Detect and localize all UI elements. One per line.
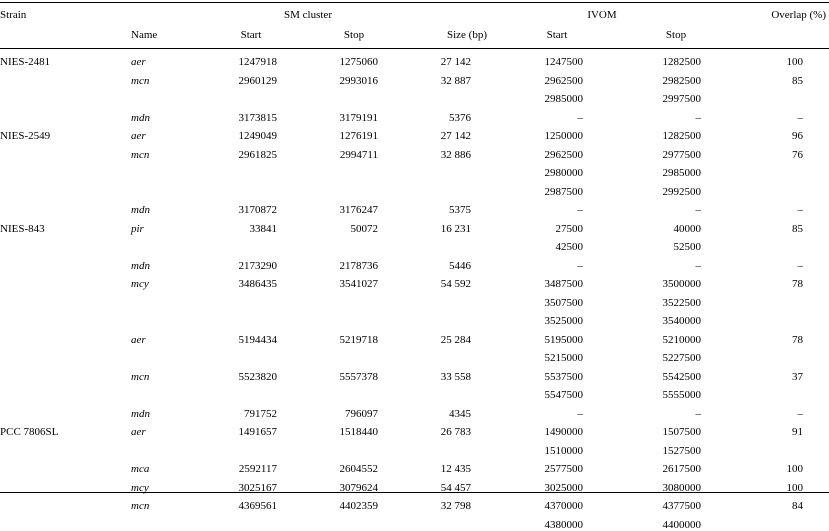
cell-start: 1491657	[238, 426, 277, 438]
cell-ivom-start: 2577500	[544, 463, 583, 475]
cell-overlap: 37	[792, 370, 803, 383]
cell-start: 5523820	[238, 370, 277, 383]
cell-stop: 3176247	[339, 204, 378, 216]
cell-strain: NIES-2549	[0, 130, 51, 142]
cell-stop: 2178736	[339, 259, 378, 272]
cell-ivom-stop: 2992500	[662, 185, 701, 198]
cell-ivom-start: 4380000	[544, 518, 583, 531]
header-start: Start	[240, 29, 262, 41]
header-ivom-start: Start	[546, 29, 568, 41]
header-sm-cluster: SM cluster	[284, 9, 332, 21]
header-ivom: IVOM	[587, 9, 617, 21]
cell-ivom-stop: 2977500	[662, 148, 701, 161]
cell-overlap: 91	[792, 426, 803, 438]
cell-ivom-stop: 40000	[673, 222, 701, 235]
cell-ivom-start: –	[577, 111, 583, 124]
cell-ivom-start: 4370000	[544, 500, 583, 512]
cell-ivom-start: 1250000	[544, 130, 583, 142]
cell-start: 5194434	[238, 333, 277, 346]
cell-size: 25 284	[440, 333, 471, 346]
cell-ivom-start: –	[577, 259, 583, 272]
cell-name: mcy	[131, 481, 149, 494]
cell-ivom-start: 27500	[555, 222, 583, 235]
cell-start: 2592117	[238, 463, 277, 475]
cell-overlap: –	[797, 259, 803, 272]
cell-stop: 1518440	[339, 426, 378, 438]
cell-ivom-start: –	[577, 204, 583, 216]
cell-overlap: –	[797, 407, 803, 420]
cell-overlap: 78	[792, 278, 803, 290]
cell-strain: PCC 7806SL	[0, 426, 59, 438]
cell-ivom-stop: 3500000	[662, 278, 701, 290]
cell-start: 3486435	[238, 278, 277, 290]
cell-ivom-start: –	[577, 407, 583, 420]
cell-ivom-start: 2962500	[544, 148, 583, 161]
cell-size: 26 783	[440, 426, 471, 438]
cell-ivom-start: 1247500	[544, 56, 583, 68]
header-stop: Stop	[343, 29, 365, 41]
cell-ivom-start: 5537500	[544, 370, 583, 383]
cell-ivom-stop: 4377500	[662, 500, 701, 512]
cell-name: mcn	[131, 74, 150, 87]
cell-ivom-stop: 1527500	[662, 444, 701, 457]
cell-ivom-stop: 3540000	[662, 315, 701, 327]
cell-ivom-stop: 2985000	[662, 167, 701, 179]
cell-ivom-start: 2985000	[544, 93, 583, 105]
cell-start: 2173290	[238, 259, 277, 272]
header-ivom-stop: Stop	[665, 29, 687, 41]
cell-stop: 4402359	[339, 500, 378, 512]
cell-ivom-stop: –	[695, 204, 701, 216]
cell-ivom-stop: 1282500	[662, 130, 701, 142]
cell-ivom-stop: –	[695, 407, 701, 420]
cell-start: 4369561	[238, 500, 277, 512]
cell-overlap: 85	[792, 222, 803, 235]
cell-stop: 3541027	[339, 278, 378, 290]
cell-stop: 2604552	[339, 463, 378, 475]
cell-stop: 5219718	[339, 333, 378, 346]
cell-name: mdn	[131, 259, 150, 272]
header-strain: Strain	[0, 9, 27, 21]
cell-name: mdn	[131, 407, 150, 420]
cell-name: mca	[131, 463, 150, 475]
cell-ivom-stop: –	[695, 259, 701, 272]
cell-strain: NIES-2481	[0, 56, 51, 68]
cell-overlap: 84	[792, 500, 803, 512]
cell-size: 32 887	[440, 74, 471, 87]
cell-start: 3170872	[238, 204, 277, 216]
cell-size: 54 457	[440, 481, 471, 494]
cell-ivom-stop: 5210000	[662, 333, 701, 346]
cell-ivom-start: 2987500	[544, 185, 583, 198]
cell-size: 16 231	[440, 222, 471, 235]
cell-stop: 796097	[345, 407, 378, 420]
cell-ivom-stop: –	[695, 111, 701, 124]
cell-ivom-start: 2962500	[544, 74, 583, 87]
cell-stop: 3179191	[339, 111, 378, 124]
cell-start: 3025167	[238, 481, 277, 494]
cell-ivom-stop: 1507500	[662, 426, 701, 438]
header-size: Size (bp)	[446, 29, 487, 41]
cell-size: 5375	[449, 204, 471, 216]
cell-ivom-stop: 5542500	[662, 370, 701, 383]
cell-ivom-stop: 3080000	[662, 481, 701, 494]
cell-ivom-start: 3487500	[544, 278, 583, 290]
cell-ivom-stop: 52500	[673, 241, 701, 253]
cell-ivom-stop: 4400000	[662, 518, 701, 531]
cell-ivom-start: 3507500	[544, 296, 583, 309]
cell-ivom-start: 1510000	[544, 444, 583, 457]
cell-overlap: 96	[792, 130, 803, 142]
cell-overlap: 85	[792, 74, 803, 87]
cell-ivom-stop: 2617500	[662, 463, 701, 475]
cell-size: 12 435	[440, 463, 471, 475]
cell-name: mcn	[131, 148, 150, 161]
cell-size: 5376	[449, 111, 471, 124]
cell-name: aer	[131, 426, 146, 438]
cell-stop: 1275060	[339, 56, 378, 68]
cell-name: mdn	[131, 111, 150, 124]
cell-ivom-stop: 5227500	[662, 352, 701, 364]
cell-ivom-start: 3025000	[544, 481, 583, 494]
cell-ivom-start: 1490000	[544, 426, 583, 438]
cell-name: aer	[131, 130, 146, 142]
cell-size: 4345	[449, 407, 471, 420]
cell-start: 3173815	[238, 111, 277, 124]
cell-name: mcn	[131, 370, 150, 383]
cell-size: 33 558	[440, 370, 471, 383]
cell-ivom-start: 3525000	[544, 315, 583, 327]
cell-overlap: 100	[786, 463, 803, 475]
cell-stop: 2994711	[339, 148, 378, 161]
cell-size: 32 798	[440, 500, 471, 512]
cell-overlap: 76	[792, 148, 803, 161]
header-name: Name	[131, 29, 158, 41]
cell-stop: 3079624	[339, 481, 378, 494]
cell-ivom-start: 42500	[555, 241, 583, 253]
cell-start: 1247918	[238, 56, 277, 68]
cell-stop: 5557378	[339, 370, 378, 383]
cell-name: mcn	[131, 500, 150, 512]
cell-size: 27 142	[440, 56, 471, 68]
cell-overlap: –	[797, 111, 803, 124]
cell-start: 33841	[249, 222, 277, 235]
cell-name: mcy	[131, 278, 149, 290]
header-rule	[0, 48, 829, 49]
cell-stop: 50072	[350, 222, 378, 235]
cell-size: 27 142	[440, 130, 471, 142]
cell-overlap: –	[797, 204, 803, 216]
cell-size: 5446	[449, 259, 471, 272]
cell-ivom-start: 2980000	[544, 167, 583, 179]
cell-size: 54 592	[440, 278, 471, 290]
cell-overlap: 78	[792, 333, 803, 346]
cell-name: aer	[131, 333, 146, 346]
cell-name: pir	[131, 222, 144, 235]
cell-start: 791752	[244, 407, 277, 420]
table-top-rule	[0, 2, 829, 3]
cell-ivom-start: 5547500	[544, 389, 583, 401]
table-bottom-rule	[0, 492, 829, 493]
cell-start: 2960129	[238, 74, 277, 87]
cell-ivom-stop: 2997500	[662, 93, 701, 105]
cell-ivom-stop: 2982500	[662, 74, 701, 87]
cell-overlap: 100	[786, 481, 803, 494]
header-overlap: Overlap (%)	[771, 9, 826, 21]
cell-stop: 1276191	[339, 130, 378, 142]
cell-name: aer	[131, 56, 146, 68]
cell-ivom-stop: 1282500	[662, 56, 701, 68]
cell-strain: NIES-843	[0, 222, 45, 235]
cell-start: 1249049	[238, 130, 277, 142]
cell-ivom-start: 5215000	[544, 352, 583, 364]
cell-ivom-start: 5195000	[544, 333, 583, 346]
cell-name: mdn	[131, 204, 150, 216]
cell-size: 32 886	[440, 148, 471, 161]
cell-overlap: 100	[786, 56, 803, 68]
cell-stop: 2993016	[339, 74, 378, 87]
cell-start: 2961825	[238, 148, 277, 161]
cell-ivom-stop: 3522500	[662, 296, 701, 309]
cell-ivom-stop: 5555000	[662, 389, 701, 401]
